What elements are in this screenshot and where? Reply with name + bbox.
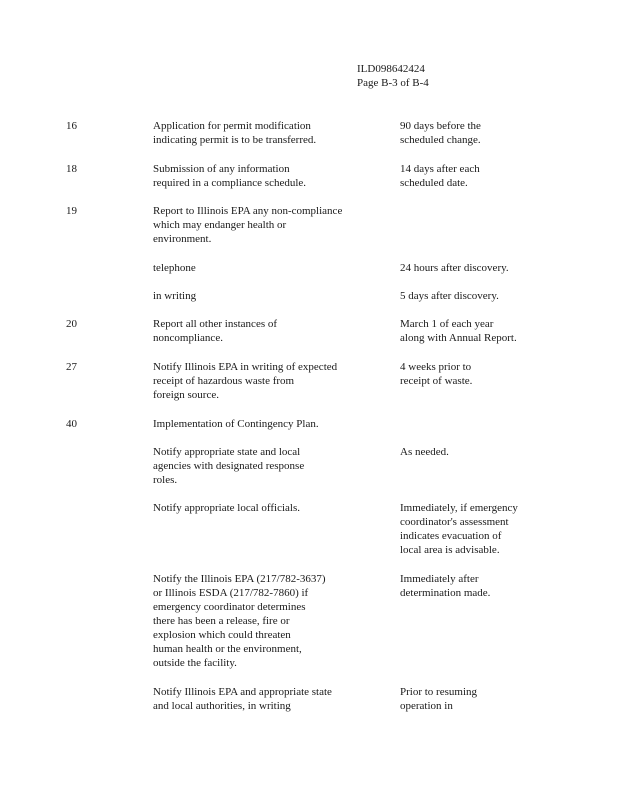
due-date: Immediately, if emergency coordinator's assessment indicates evacuation of local area is advisable. [400, 502, 518, 556]
requirement-description: Report all other instances of noncompliance. [153, 318, 278, 344]
due-date: 90 days before the scheduled change. [400, 120, 481, 146]
due-date: March 1 of each year along with Annual Report. [400, 318, 517, 344]
condition-number: 40 [66, 418, 77, 430]
due-date: Immediately after determination made. [400, 573, 491, 599]
condition-number: 27 [66, 361, 77, 373]
requirement-description: Submission of any information required in a compliance schedule. [153, 163, 307, 189]
document-id: ILD098642424 [357, 63, 425, 75]
due-date: 24 hours after discovery. [400, 262, 509, 274]
page-number: Page B-3 of B-4 [357, 77, 429, 89]
due-date: 4 weeks prior to receipt of waste. [400, 361, 473, 387]
requirement-description: in writing [153, 290, 197, 302]
condition-number: 16 [66, 120, 77, 132]
requirement-description: Notify the Illinois EPA (217/782-3637) or Illinois ESDA (217/782-7860) if emergency coordinator determines there has been a release, fire or explosion which could threaten human health or the environment, outside the facility. [153, 573, 326, 669]
due-date: 14 days after each scheduled date. [400, 163, 480, 189]
condition-number: 20 [66, 318, 77, 330]
due-date: 5 days after discovery. [400, 290, 499, 302]
requirement-description: Notify appropriate state and local agencies with designated response roles. [153, 446, 305, 486]
requirement-description: Implementation of Contingency Plan. [153, 418, 319, 430]
requirement-description: Notify appropriate local officials. [153, 502, 301, 514]
requirement-description: telephone [153, 262, 196, 274]
requirement-description: Report to Illinois EPA any non-compliance which may endanger health or environment. [153, 205, 343, 245]
due-date: Prior to resuming operation in [400, 686, 477, 712]
due-date: As needed. [400, 446, 449, 458]
requirement-description: Notify Illinois EPA and appropriate state and local authorities, in writing [153, 686, 332, 712]
requirement-description: Application for permit modification indicating permit is to be transferred. [153, 120, 317, 146]
condition-number: 19 [66, 205, 77, 217]
condition-number: 18 [66, 163, 77, 175]
requirement-description: Notify Illinois EPA in writing of expected receipt of hazardous waste from foreign source. [153, 361, 338, 401]
